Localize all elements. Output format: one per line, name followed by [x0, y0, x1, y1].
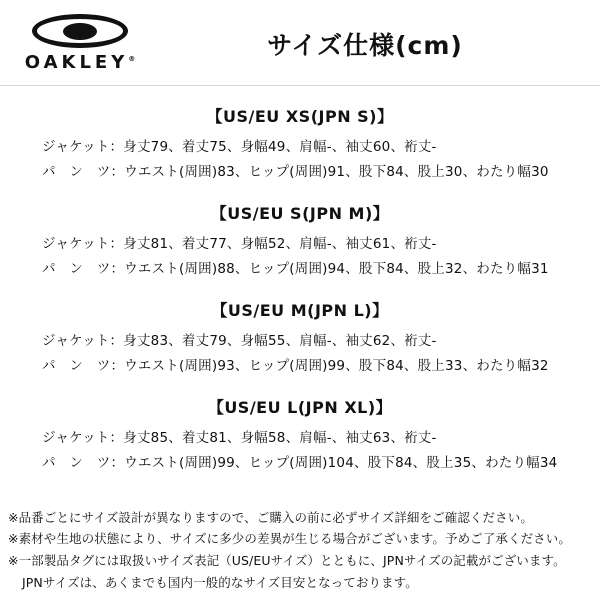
size-heading: 【US/EU L(JPN XL)】 [207, 397, 393, 417]
size-block-xs [0, 104, 600, 185]
footnote-4: JPNサイズは、あくまでも国内一般的なサイズ目安となっております。 [22, 575, 418, 591]
pants-measurements: パ ン ツ：ウエスト(周囲)83、ヒップ(周囲)91、股下84、股上30、わたり幅30 [42, 163, 549, 180]
footnotes [0, 507, 600, 595]
size-spec-list [0, 86, 600, 476]
brand-name-text: OAKLEY [24, 52, 129, 73]
pants-measurements: パ ン ツ：ウエスト(周囲)99、ヒップ(周囲)104、股下84、股上35、わたり幅34 [42, 454, 558, 471]
size-heading: 【US/EU M(JPN L)】 [211, 300, 389, 320]
footnote-2: ※素材や生地の状態により、サイズに多少の差異が生じる場合がございます。予めご了承ください。 [8, 531, 571, 547]
size-heading: 【US/EU S(JPN M)】 [210, 203, 390, 223]
pants-measurements: パ ン ツ：ウエスト(周囲)88、ヒップ(周囲)94、股下84、股上32、わたり幅31 [42, 260, 549, 277]
jacket-measurements: ジャケット：身丈85、着丈81、身幅58、肩幅-、袖丈63、裄丈- [42, 429, 437, 446]
jacket-measurements: ジャケット：身丈79、着丈75、身幅49、肩幅-、袖丈60、裄丈- [42, 139, 437, 155]
size-block-s [0, 201, 600, 282]
jacket-measurements: ジャケット：身丈83、着丈79、身幅55、肩幅-、袖丈62、裄丈- [42, 332, 437, 349]
pants-measurements: パ ン ツ：ウエスト(周囲)93、ヒップ(周囲)99、股下84、股上33、わたり幅32 [42, 357, 549, 374]
footnote-3: ※一部製品タグには取扱いサイズ表記（US/EUサイズ）とともに、JPNサイズの記載がございます。 [8, 553, 566, 569]
page-header [0, 0, 600, 81]
jacket-measurements: ジャケット：身丈81、着丈77、身幅52、肩幅-、袖丈61、裄丈- [42, 235, 437, 252]
brand-trademark-symbol: ® [128, 55, 136, 63]
size-block-m [0, 298, 600, 379]
page-title: サイズ仕様(cm) [267, 30, 463, 60]
size-heading: 【US/EU XS(JPN S)】 [206, 107, 394, 126]
footnote-1: ※品番ごとにサイズ設計が異なりますので、ご購入の前に必ずサイズ詳細をご確認ください。 [8, 509, 533, 525]
brand-logo [0, 14, 160, 73]
brand-name [25, 52, 136, 73]
oakley-ellipse-logo-icon [32, 14, 128, 48]
size-block-l [0, 395, 600, 476]
